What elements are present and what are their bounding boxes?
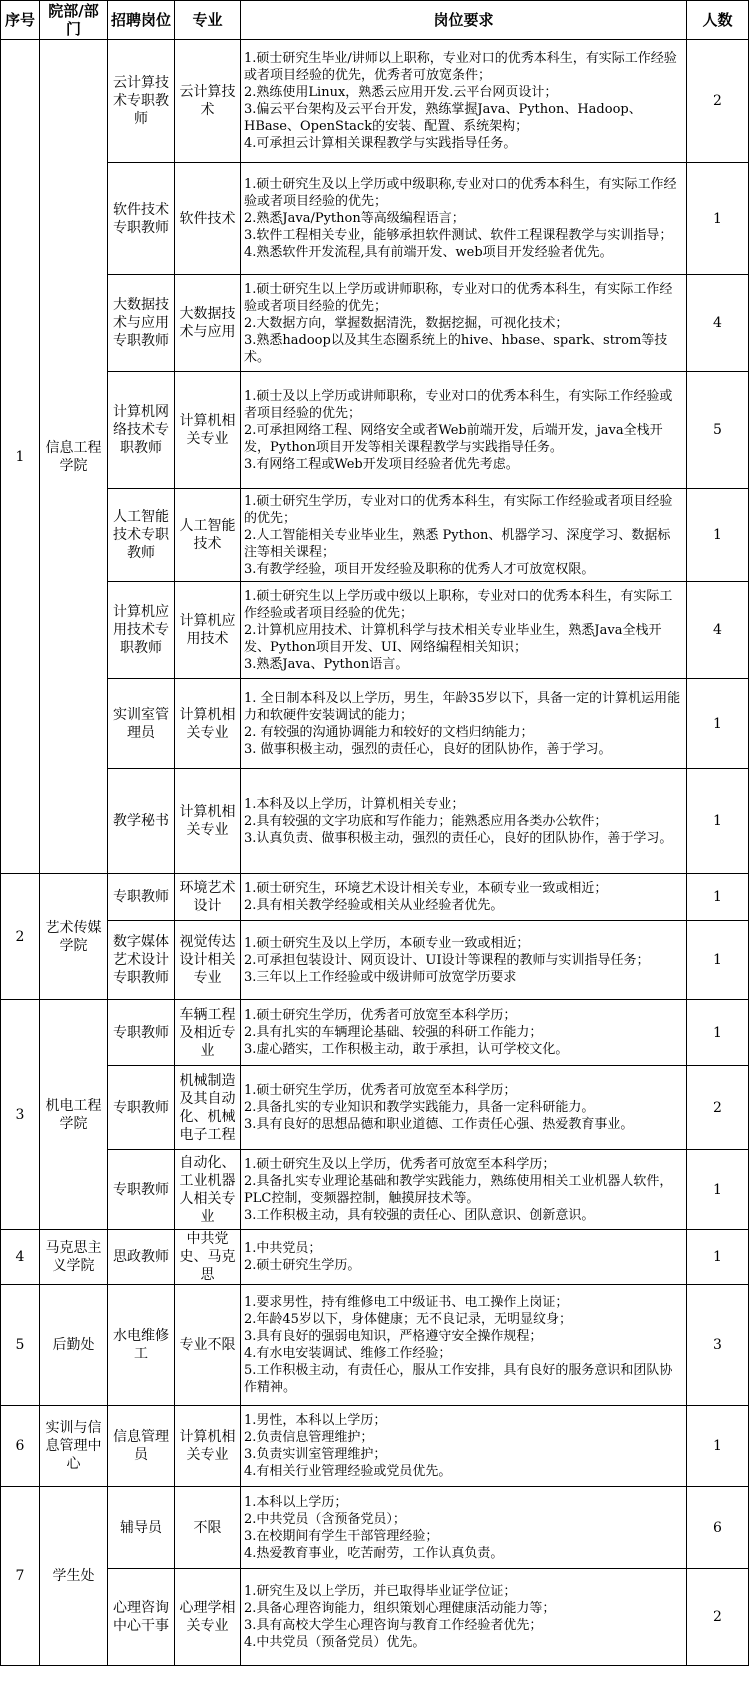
major-cell: 专业不限: [175, 1285, 241, 1406]
count-cell: 1: [687, 921, 749, 1000]
position-cell: 大数据技术与应用专职教师: [108, 275, 175, 372]
major-cell: 计算机相关专业: [175, 679, 241, 769]
header-count: 人数: [687, 1, 749, 40]
position-cell: 思政教师: [108, 1230, 175, 1285]
major-cell: 云计算技术: [175, 40, 241, 163]
table-row: [1, 582, 749, 679]
requirements-cell: [241, 1569, 687, 1666]
table-row: [1, 40, 749, 163]
table-row: [1, 1406, 749, 1487]
major-cell: 自动化、工业机器人相关专业: [175, 1150, 241, 1230]
requirement-line: 2.负责信息管理维护；: [244, 1430, 374, 1445]
header-seq: 序号: [1, 1, 40, 40]
seq-cell: 3: [1, 1000, 40, 1230]
requirement-line: 4.可承担云计算相关课程教学与实践指导任务。: [244, 136, 517, 151]
table-row: [1, 1066, 749, 1150]
position-cell: 教学秘书: [108, 769, 175, 874]
table-row: [1, 921, 749, 1000]
count-cell: 1: [687, 1230, 749, 1285]
count-cell: 2: [687, 40, 749, 163]
position-cell: 计算机应用技术专职教师: [108, 582, 175, 679]
requirement-line: 1.中共党员；: [244, 1241, 322, 1256]
requirements-cell: [241, 372, 687, 489]
requirements-cell: [241, 163, 687, 275]
major-cell: 大数据技术与应用: [175, 275, 241, 372]
requirements-cell: [241, 769, 687, 874]
requirement-line: 2.熟练使用Linux，熟悉云应用开发.云平台网页设计；: [244, 85, 558, 100]
requirement-line: 3.熟悉Java、Python语言。: [244, 656, 409, 672]
header-requirements: 岗位要求: [241, 1, 687, 40]
requirement-line: 2.年龄45岁以下，身体健康；无不良记录，无明显纹身；: [244, 1312, 572, 1327]
position-cell: 计算机网络技术专职教师: [108, 372, 175, 489]
requirement-line: 1.本科以上学历；: [244, 1494, 348, 1510]
major-cell: 计算机相关专业: [175, 769, 241, 874]
table-row: [1, 679, 749, 769]
requirement-line: 1.男性，本科以上学历；: [244, 1413, 387, 1428]
seq-cell: 6: [1, 1406, 40, 1487]
requirement-line: 1.研究生及以上学历，并已取得毕业证学位证；: [244, 1584, 517, 1599]
department-cell: 信息工程学院: [40, 40, 108, 874]
position-cell: 专职教师: [108, 1150, 175, 1230]
table-row: [1, 1569, 749, 1666]
requirement-line: 3.具有良好的强弱电知识，严格遵守安全操作规程；: [244, 1329, 543, 1344]
seq-cell: 5: [1, 1285, 40, 1406]
requirement-line: 1.硕士研究生及以上学历，本硕专业一致或相近；: [244, 935, 530, 951]
department-cell: 实训与信息管理中心: [40, 1406, 108, 1487]
count-cell: 2: [687, 1569, 749, 1666]
table-row: [1, 769, 749, 874]
requirement-line: 3.软件工程相关专业，能够承担软件测试、软件工程课程教学与实训指导；: [244, 228, 673, 243]
table-row: [1, 1000, 749, 1066]
position-cell: 专职教师: [108, 1066, 175, 1150]
major-cell: 中共党史、马克思: [175, 1230, 241, 1285]
major-cell: 心理学相关专业: [175, 1569, 241, 1666]
requirement-line: 3.认真负责、做事积极主动，强烈的责任心，良好的团队协作，善于学习。: [244, 830, 673, 846]
requirement-line: 1.硕士研究生学历，优秀者可放宽至本科学历；: [244, 1083, 517, 1098]
requirement-line: 1.要求男性，持有维修电工中级证书、电工操作上岗证；: [244, 1295, 569, 1310]
requirement-line: 2.中共党员（含预备党员）；: [244, 1511, 406, 1527]
requirement-line: 3.负责实训室管理维护；: [244, 1447, 387, 1462]
requirements-cell: [241, 1487, 687, 1569]
department-cell: 马克思主义学院: [40, 1230, 108, 1285]
major-cell: 不限: [175, 1487, 241, 1569]
requirements-cell: [241, 1230, 687, 1285]
table-row: [1, 1285, 749, 1406]
requirement-line: 1.硕士研究生，环境艺术设计相关专业，本硕专业一致或相近；: [244, 881, 608, 896]
seq-cell: 2: [1, 874, 40, 1000]
requirement-line: 1.本科及以上学历，计算机相关专业；: [244, 796, 465, 812]
position-cell: 云计算技术专职教师: [108, 40, 175, 163]
department-cell: 艺术传媒学院: [40, 874, 108, 1000]
requirements-cell: [241, 1406, 687, 1487]
requirement-line: 3.在校期间有学生干部管理经验；: [244, 1528, 439, 1544]
header-row: [1, 1, 749, 40]
major-cell: 计算机应用技术: [175, 582, 241, 679]
header-department: 院部/部门: [40, 1, 108, 40]
requirements-cell: [241, 275, 687, 372]
requirement-line: 1.硕士研究生以上学历或讲师职称，专业对口的优秀本科生，有实际工作经验或者项目经验的优先；: [244, 281, 673, 314]
header-major: 专业: [175, 1, 241, 40]
requirement-line: 2. 有较强的沟通协调能力和较好的文档归纳能力；: [244, 724, 534, 740]
requirements-cell: [241, 921, 687, 1000]
count-cell: 3: [687, 1285, 749, 1406]
requirement-line: 1.硕士及以上学历或讲师职称，专业对口的优秀本科生，有实际工作经验或者项目经验的优先；: [244, 388, 673, 421]
position-cell: 专职教师: [108, 1000, 175, 1066]
table-row: [1, 372, 749, 489]
requirement-line: 1. 全日制本科及以上学历，男生，年龄35岁以下，具备一定的计算机运用能力和软硬件安装调试的能力；: [244, 690, 681, 723]
requirement-line: 4.中共党员（预备党员）优先。: [244, 1635, 426, 1650]
requirement-line: 1.硕士研究生学历，优秀者可放宽至本科学历；: [244, 1008, 517, 1023]
requirement-line: 1.硕士研究生及以上学历或中级职称,专业对口的优秀本科生，有实际工作经验或者项目经验的优先；: [244, 177, 677, 209]
count-cell: 1: [687, 874, 749, 921]
requirement-line: 4.有相关行业管理经验或党员优先。: [244, 1464, 452, 1479]
table-row: [1, 163, 749, 275]
requirements-cell: [241, 40, 687, 163]
table-row: [1, 1487, 749, 1569]
major-cell: 计算机相关专业: [175, 372, 241, 489]
major-cell: 视觉传达设计相关专业: [175, 921, 241, 1000]
table-row: [1, 275, 749, 372]
position-cell: 数字媒体艺术设计专职教师: [108, 921, 175, 1000]
requirement-line: 1.硕士研究生学历，专业对口的优秀本科生，有实际工作经验或者项目经验的优先；: [244, 493, 673, 526]
position-cell: 心理咨询中心干事: [108, 1569, 175, 1666]
requirement-line: 2.具备扎实的专业知识和教学实践能力，具备一定科研能力。: [244, 1100, 595, 1115]
requirement-line: 4.热爱教育事业，吃苦耐劳，工作认真负责。: [244, 1545, 504, 1561]
count-cell: 1: [687, 769, 749, 874]
requirements-cell: [241, 1285, 687, 1406]
requirement-line: 3.偏云平台架构及云平台开发，熟练掌握Java、Python、Hadoop、HBase、OpenStack的安装、配置、系统架构；: [244, 102, 642, 134]
requirements-cell: [241, 1150, 687, 1230]
position-cell: 专职教师: [108, 874, 175, 921]
requirement-line: 2.熟悉Java/Python等高级编程语言；: [244, 211, 465, 226]
requirement-line: 3.工作积极主动，具有较强的责任心、团队意识、创新意识。: [244, 1207, 595, 1223]
position-cell: 软件技术专职教师: [108, 163, 175, 275]
major-cell: 软件技术: [175, 163, 241, 275]
requirement-line: 3. 做事积极主动，强烈的责任心，良好的团队协作，善于学习。: [244, 741, 612, 757]
requirement-line: 2.可承担网络工程、网络安全或者Web前端开发，后端开发，java全栈开发，Python项目开发等相关课程教学与实践指导任务。: [244, 422, 663, 455]
requirement-line: 3.具有良好的思想品德和职业道德、工作责任心强、热爱教育事业。: [244, 1117, 634, 1132]
seq-cell: 7: [1, 1487, 40, 1666]
count-cell: 6: [687, 1487, 749, 1569]
position-cell: 实训室管理员: [108, 679, 175, 769]
count-cell: 4: [687, 582, 749, 679]
table-row: [1, 874, 749, 921]
major-cell: 计算机相关专业: [175, 1406, 241, 1487]
requirement-line: 3.具有高校大学生心理咨询与教育工作经验者优先；: [244, 1618, 543, 1633]
requirement-line: 3.三年以上工作经验或中级讲师可放宽学历要求: [244, 969, 517, 985]
department-cell: 学生处: [40, 1487, 108, 1666]
requirement-line: 2.硕士研究生学历。: [244, 1258, 361, 1273]
requirement-line: 2.具有较强的文字功底和写作能力；能熟悉应用各类办公软件；: [244, 813, 608, 829]
requirement-line: 1.硕士研究生毕业/讲师以上职称，专业对口的优秀本科生，有实际工作经验或者项目经验的优先，优秀者可放宽条件；: [244, 51, 677, 83]
seq-cell: 1: [1, 40, 40, 874]
major-cell: 环境艺术设计: [175, 874, 241, 921]
department-cell: 机电工程学院: [40, 1000, 108, 1230]
requirement-line: 1.硕士研究生及以上学历，优秀者可放宽至本科学历；: [244, 1156, 556, 1172]
major-cell: 车辆工程及相近专业: [175, 1000, 241, 1066]
requirements-cell: [241, 874, 687, 921]
count-cell: 1: [687, 679, 749, 769]
requirements-cell: [241, 679, 687, 769]
requirements-cell: [241, 489, 687, 582]
major-cell: 人工智能技术: [175, 489, 241, 582]
requirement-line: 4.熟悉软件开发流程,具有前端开发、web项目开发经验者优先。: [244, 245, 613, 260]
count-cell: 1: [687, 1406, 749, 1487]
table-row: [1, 489, 749, 582]
count-cell: 1: [687, 1000, 749, 1066]
seq-cell: 4: [1, 1230, 40, 1285]
table-row: [1, 1230, 749, 1285]
count-cell: 2: [687, 1066, 749, 1150]
position-cell: 信息管理员: [108, 1406, 175, 1487]
requirement-line: 3.熟悉hadoop以及其生态圈系统上的hive、hbase、spark、strom等技术。: [244, 332, 668, 365]
requirement-line: 2.可承担包装设计、网页设计、UI设计等课程的教师与实训指导任务；: [244, 952, 650, 968]
count-cell: 1: [687, 489, 749, 582]
requirement-line: 2.具备扎实专业理论基础和教学实践能力，熟练使用相关工业机器人软件，PLC控制，变频器控制，触摸屏技术等。: [244, 1173, 673, 1206]
requirement-line: 2.具有相关教学经验或相关从业经验者优先。: [244, 898, 504, 913]
requirements-cell: [241, 1000, 687, 1066]
major-cell: 机械制造及其自动化、机械电子工程: [175, 1066, 241, 1150]
requirement-line: 5.工作积极主动，有责任心，服从工作安排，具有良好的服务意识和团队协作精神。: [244, 1363, 673, 1395]
requirement-line: 3.有教学经验，项目开发经验及职称的优秀人才可放宽权限。: [244, 561, 595, 577]
requirement-line: 3.虚心踏实，工作积极主动，敢于承担，认可学校文化。: [244, 1042, 569, 1057]
requirements-cell: [241, 1066, 687, 1150]
requirement-line: 2.计算机应用技术、计算机科学与技术相关专业毕业生，熟悉Java全栈开发、Python项目开发、UI、网络编程相关知识；: [244, 622, 662, 655]
table-row: [1, 1150, 749, 1230]
requirements-cell: [241, 582, 687, 679]
requirement-line: 4.有水电安装调试、维修工作经验；: [244, 1346, 452, 1361]
position-cell: 水电维修工: [108, 1285, 175, 1406]
requirement-line: 2.具有扎实的车辆理论基础、较强的科研工作能力；: [244, 1025, 543, 1040]
count-cell: 1: [687, 163, 749, 275]
position-cell: 人工智能技术专职教师: [108, 489, 175, 582]
department-cell: 后勤处: [40, 1285, 108, 1406]
requirement-line: 2.具备心理咨询能力，组织策划心理健康活动能力等；: [244, 1601, 556, 1616]
requirement-line: 2.大数据方向，掌握数据清洗，数据挖掘，可视化技术；: [244, 315, 569, 331]
count-cell: 5: [687, 372, 749, 489]
table-body: [1, 40, 749, 1666]
count-cell: 4: [687, 275, 749, 372]
count-cell: 1: [687, 1150, 749, 1230]
position-cell: 辅导员: [108, 1487, 175, 1569]
requirement-line: 1.硕士研究生以上学历或中级以上职称，专业对口的优秀本科生，有实际工作经验或者项目经验的优先；: [244, 588, 673, 621]
requirement-line: 2.人工智能相关专业毕业生，熟悉 Python、机器学习、深度学习、数据标注等相关课程；: [244, 527, 671, 560]
header-position: 招聘岗位: [108, 1, 175, 40]
requirement-line: 3.有网络工程或Web开发项目经验者优先考虑。: [244, 456, 519, 472]
